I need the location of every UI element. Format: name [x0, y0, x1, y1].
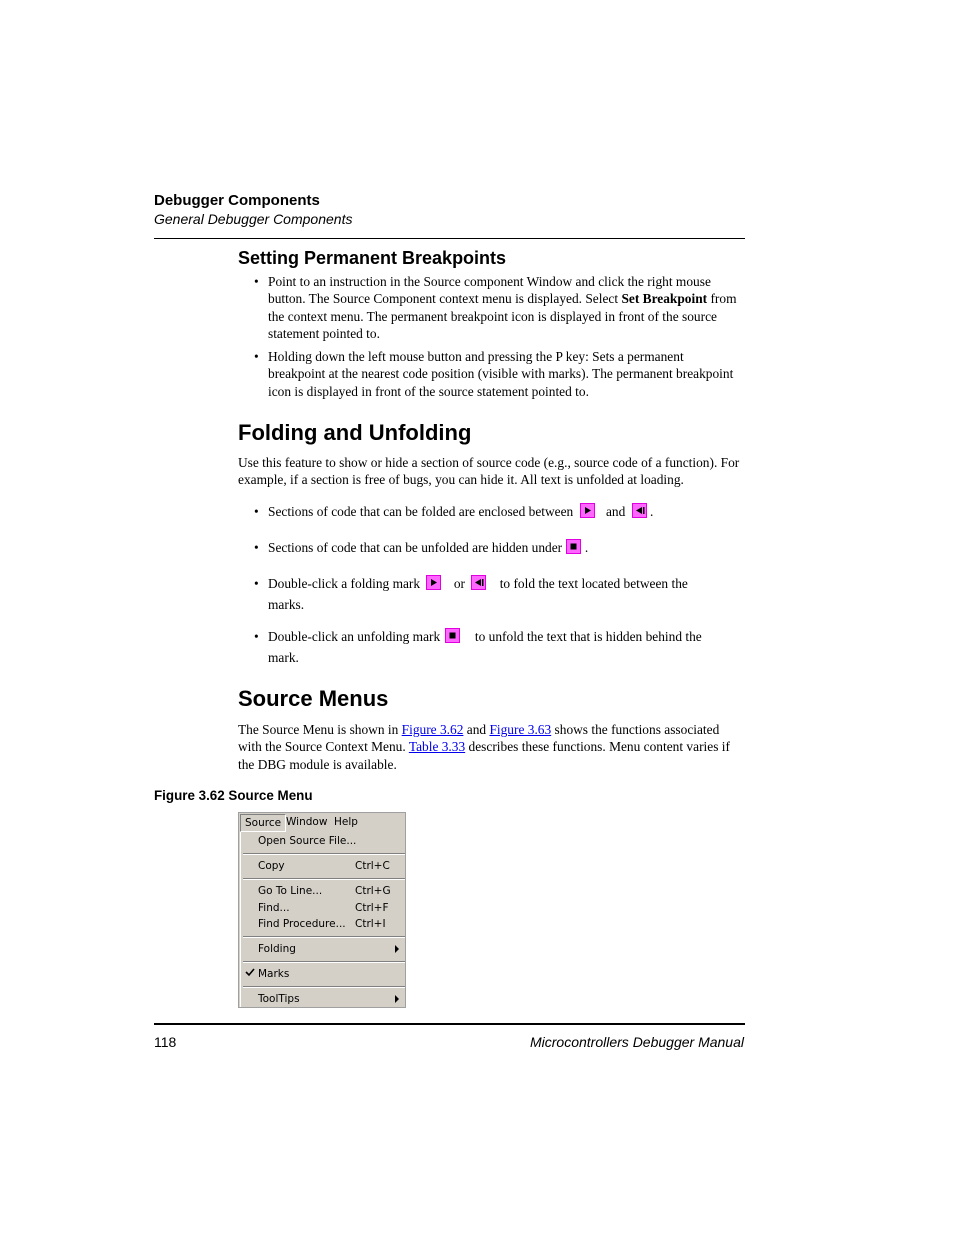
bullet-text: Sections of code that can be folded are enclosed between — [268, 504, 574, 519]
menubar — [239, 813, 405, 832]
heading-source-menus: Source Menus — [238, 686, 389, 711]
footer-rule — [154, 1023, 745, 1025]
menu-item-go-to-line[interactable]: Go To Line... — [258, 885, 323, 897]
unfold-mark-icon — [566, 539, 581, 554]
folding-intro-paragraph: Use this feature to show or hide a section of source code (e.g., source code of a function). For example, if a section is free of bugs, you can hide it. All text is unfolded at loading. — [238, 455, 740, 488]
menu-item-open-source-file[interactable]: Open Source File... — [258, 835, 357, 847]
menu-item-copy[interactable]: Copy — [258, 860, 285, 872]
bullet-double-click-fold — [268, 575, 743, 592]
shortcut-find: Ctrl+F — [355, 902, 389, 914]
running-header-subtitle: General Debugger Components — [154, 211, 353, 227]
paragraph-text: and — [463, 722, 490, 737]
bullet-marker: • — [254, 504, 259, 519]
bullet-p-key: Holding down the left mouse button and pressing the P key: Sets a permanent breakpoint at the nearest code position (visible with marks). The permanent breakpoint icon is displayed in front of the source statement pointed to. — [268, 349, 734, 399]
paragraph-text: describes these functions. Menu content varies if the DBG module is available. — [238, 739, 730, 772]
menu-help[interactable]: Help — [334, 816, 358, 828]
source-menu-screenshot — [238, 812, 406, 1008]
menu-separator — [243, 961, 405, 963]
figure-caption: Figure 3.62 Source Menu — [154, 788, 313, 803]
shortcut-find-procedure: Ctrl+I — [355, 918, 386, 930]
bullet-unfoldable-sections — [268, 539, 743, 556]
source-menus-paragraph — [238, 721, 744, 773]
fold-start-mark-icon — [426, 575, 441, 590]
bullet-text: to unfold the text that is hidden behind the — [474, 629, 702, 644]
paragraph-text: The Source Menu is shown in — [238, 722, 402, 737]
bold-term: Set Breakpoint — [621, 291, 708, 307]
submenu-arrow-icon — [395, 995, 399, 1003]
shortcut-go-to-line: Ctrl+G — [355, 885, 391, 897]
shortcut-copy: Ctrl+C — [355, 860, 390, 872]
bullet-text: . — [650, 504, 654, 519]
bullet-marker: • — [254, 540, 259, 555]
bullet-set-breakpoint — [268, 273, 743, 342]
running-header-title: Debugger Components — [154, 192, 320, 209]
heading-setting-permanent-breakpoints: Setting Permanent Breakpoints — [238, 248, 507, 268]
unfold-mark-icon — [445, 628, 460, 643]
paragraph-text: shows the functions associated with the Source Context Menu. — [238, 722, 720, 755]
menu-item-marks[interactable]: Marks — [258, 968, 290, 980]
bullet-text: to fold the text located between the — [499, 576, 688, 591]
menu-source[interactable]: Source — [240, 814, 286, 832]
bullet-text: or — [453, 576, 465, 591]
menu-item-find[interactable]: Find... — [258, 902, 290, 914]
menu-item-find-procedure[interactable]: Find Procedure... — [258, 918, 346, 930]
checkmark-icon — [245, 967, 255, 980]
bullet-text: Double-click a folding mark — [268, 576, 421, 591]
bullet-marker: • — [254, 349, 259, 364]
bullet-marker: • — [254, 576, 259, 591]
manual-title: Microcontrollers Debugger Manual — [530, 1034, 744, 1050]
menu-separator — [243, 936, 405, 938]
bullet-marker: • — [254, 629, 259, 644]
page-number: 118 — [154, 1034, 177, 1050]
bullet-text: Double-click an unfolding mark — [268, 629, 441, 644]
bullet-continuation: marks. — [268, 597, 305, 612]
menu-separator — [243, 853, 405, 855]
menu-item-folding[interactable]: Folding — [258, 943, 296, 955]
menu-separator — [243, 878, 405, 880]
submenu-arrow-icon — [395, 945, 399, 953]
header-rule — [154, 238, 745, 239]
link-table-3-33[interactable]: Table 3.33 — [408, 739, 466, 755]
bullet-text: Point to an instruction in the Source component Window and click the right mouse button. The Source Component context menu is displayed. Select — [268, 274, 711, 307]
bullet-marker: • — [254, 274, 259, 289]
fold-end-mark-icon — [471, 575, 486, 590]
bullet-text: Sections of code that can be unfolded are hidden under — [268, 540, 563, 555]
heading-folding-unfolding: Folding and Unfolding — [238, 420, 472, 445]
bullet-text: from the context menu. The permanent breakpoint icon is displayed in front of the source statement pointed to. — [268, 291, 737, 341]
menu-window[interactable]: Window — [286, 816, 328, 828]
menu-item-tooltips[interactable]: ToolTips — [258, 993, 300, 1005]
source-dropdown — [240, 832, 406, 1007]
bullet-text: and — [605, 504, 626, 519]
link-figure-3-62[interactable]: Figure 3.62 — [401, 722, 464, 737]
bullet-text: . — [584, 540, 589, 555]
bullet-foldable-sections — [268, 503, 743, 520]
link-figure-3-63[interactable]: Figure 3.63 — [489, 722, 552, 737]
bullet-double-click-unfold — [268, 628, 743, 645]
fold-end-mark-icon — [632, 503, 647, 518]
menu-separator — [243, 986, 405, 988]
fold-start-mark-icon — [580, 503, 595, 518]
bullet-continuation: mark. — [268, 650, 299, 665]
